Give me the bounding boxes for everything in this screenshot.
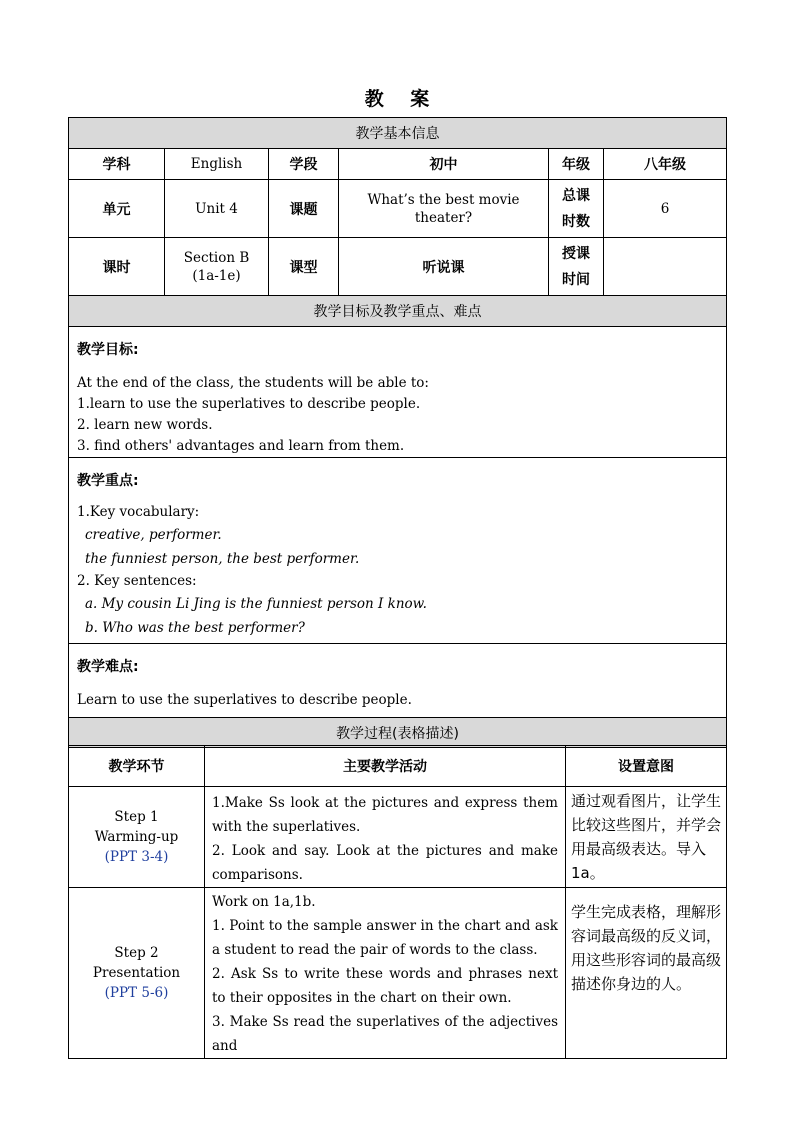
step-cell: [69, 787, 205, 888]
step-name: Presentation: [92, 965, 181, 981]
goals-block: [69, 327, 727, 458]
key-sentence-item: a. My cousin Li Jing is the funniest person I know.: [85, 596, 427, 612]
teaching-time-value: [604, 238, 727, 296]
difficulty-heading: 教学难点:: [77, 659, 139, 675]
intent-cell: 通过观看图片，让学生比较这些图片，并学会用最高级表达。导入 1a。: [566, 787, 727, 888]
activity-item: 2. Ask Ss to write these words and phrases next to their opposites in the chart on their own.: [212, 966, 558, 1006]
period-value-line1: Section B: [183, 249, 250, 266]
key-points-heading: 教学重点:: [77, 473, 139, 489]
goals-line: 3. find others' advantages and learn from them.: [77, 438, 405, 454]
col-header-stage: 教学环节: [69, 746, 205, 787]
topic-value: What’s the best movie theater?: [339, 180, 549, 238]
process-table: [68, 745, 727, 1059]
col-header-activity: 主要教学活动: [205, 746, 566, 787]
activity-item: Work on 1a,1b.: [212, 894, 316, 910]
step-ppt-ref: (PPT 3-4): [104, 849, 169, 865]
intent-cell: 学生完成表格，理解形容词最高级的反义词，用这些形容词的最高级描述你身边的人。: [566, 888, 727, 1059]
teaching-time-label-line2: 时间: [562, 271, 590, 288]
step-ppt-ref: (PPT 5-6): [104, 985, 169, 1001]
type-value: 听说课: [339, 238, 549, 296]
key-sentences-label: 2. Key sentences:: [77, 573, 197, 589]
activity-item: 2. Look and say. Look at the pictures and make comparisons.: [212, 843, 558, 883]
goals-line: 1.learn to use the superlatives to describe people.: [77, 396, 421, 412]
step-number: Step 2: [114, 945, 159, 961]
stage-value: 初中: [339, 149, 549, 180]
period-value: [165, 238, 269, 296]
period-label: 课时: [69, 238, 165, 296]
step-name: Warming-up: [94, 829, 179, 845]
total-hours-label-line1: 总课: [562, 187, 590, 204]
goals-line: 2. learn new words.: [77, 417, 213, 433]
activity-item: 1.Make Ss look at the pictures and express them with the superlatives.: [212, 795, 558, 835]
difficulty-block: [69, 644, 727, 718]
goals-heading: 教学目标:: [77, 342, 139, 358]
key-points-block: [69, 458, 727, 644]
goals-line: At the end of the class, the students will be able to:: [77, 375, 429, 391]
section-header-objectives: 教学目标及教学重点、难点: [69, 296, 727, 327]
step-cell: [69, 888, 205, 1059]
step-number: Step 1: [114, 809, 159, 825]
activity-cell: [205, 888, 566, 1059]
key-vocab-label: 1.Key vocabulary:: [77, 504, 200, 520]
section-header-basic-info: 教学基本信息: [69, 118, 727, 149]
basic-info-table: [68, 117, 727, 748]
subject-label: 学科: [69, 149, 165, 180]
subject-value: English: [165, 149, 269, 180]
period-value-line2: (1a-1e): [192, 267, 241, 284]
total-hours-label-line2: 时数: [562, 213, 590, 230]
document-title: 教 案: [364, 88, 440, 110]
section-header-process: 教学过程(表格描述): [69, 718, 727, 748]
activity-item: 3. Make Ss read the superlatives of the adjectives and: [212, 1014, 558, 1054]
key-vocab-item: creative, performer.: [85, 527, 222, 543]
teaching-time-label: [549, 238, 604, 296]
total-hours-label: [549, 180, 604, 238]
key-sentence-item: b. Who was the best performer?: [85, 620, 305, 636]
unit-label: 单元: [69, 180, 165, 238]
topic-label: 课题: [269, 180, 339, 238]
grade-value: 八年级: [604, 149, 727, 180]
type-label: 课型: [269, 238, 339, 296]
total-hours-value: 6: [604, 180, 727, 238]
unit-value: Unit 4: [165, 180, 269, 238]
col-header-intent: 设置意图: [566, 746, 727, 787]
activity-item: 1. Point to the sample answer in the chart and ask a student to read the pair of words to the class.: [212, 918, 558, 958]
grade-label: 年级: [549, 149, 604, 180]
key-vocab-item: the funniest person, the best performer.: [85, 551, 360, 567]
difficulty-text: Learn to use the superlatives to describe people.: [77, 692, 412, 708]
activity-cell: [205, 787, 566, 888]
teaching-time-label-line1: 授课: [562, 245, 590, 262]
stage-label: 学段: [269, 149, 339, 180]
